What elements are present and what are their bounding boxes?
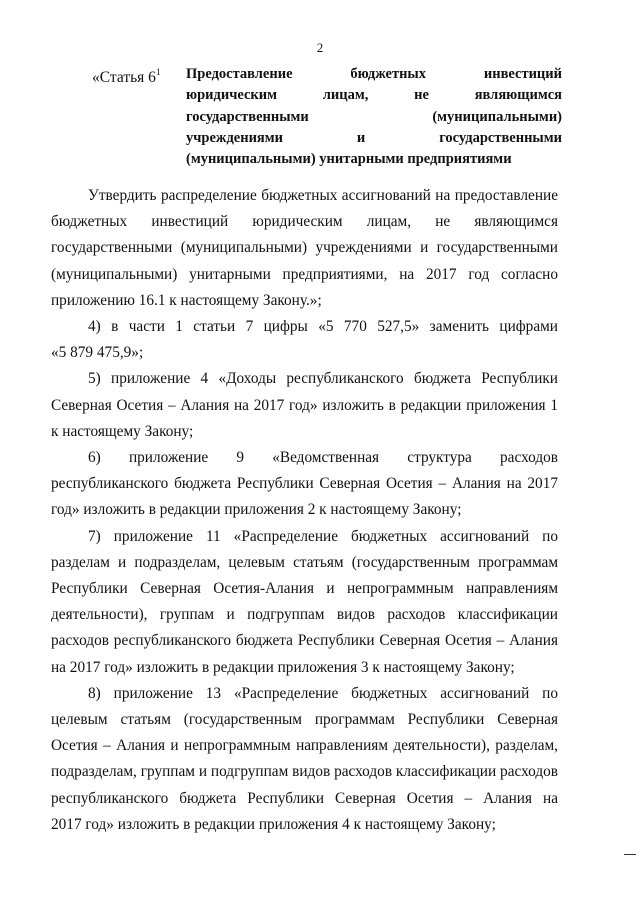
- paragraph-line: 4) в части 1 статьи 7 цифры «5 770 527,5» заменить цифрами: [88, 318, 558, 336]
- paragraph-line: 7) приложение 11 «Распределение бюджетных ассигнований по: [88, 527, 558, 545]
- article-title-line: Предоставление бюджетных инвестиций: [186, 66, 562, 82]
- paragraph-line: Республики Северная Осетия-Алания и непрограммным направлениям: [51, 580, 558, 598]
- paragraph: [51, 445, 558, 524]
- paragraph-line: деятельности), группам и подгруппам видов расходов классификации: [51, 606, 558, 624]
- paragraph: [51, 524, 558, 681]
- paragraph-line: 8) приложение 13 «Распределение бюджетных ассигнований по: [88, 684, 558, 702]
- article-label-superscript: 1: [155, 67, 161, 77]
- paragraph: [51, 314, 558, 366]
- paragraph-line: 2017 год» изложить в редакции приложения 4 к настоящему Закону;: [51, 815, 496, 833]
- article-title-line: учреждениями и государственными: [186, 129, 562, 146]
- paragraph-line: (муниципальными) унитарными предприятиями, на 2017 год согласно: [51, 265, 558, 283]
- paragraph-line: на 2017 год» изложить в редакции приложения 3 к настоящему Закону;: [51, 658, 515, 676]
- margin-mark: [624, 854, 636, 855]
- paragraph-line: год» изложить в редакции приложения 2 к настоящему Закону;: [51, 501, 462, 519]
- paragraph-line: подразделам, группам и подгруппам видов расходов классификации расходов: [51, 763, 558, 781]
- paragraph-line: государственными (муниципальными) учреждениями и государственными: [51, 239, 558, 257]
- paragraph-line: Осетия – Алания и непрограммным направлениям деятельности), разделам,: [51, 737, 558, 755]
- paragraph: [51, 183, 558, 314]
- paragraph-line: разделам и подразделам, целевым статьям (государственным программам: [51, 553, 558, 571]
- paragraph-line: республиканского бюджета Республики Северная Осетия – Алания на: [51, 789, 558, 807]
- paragraph-line: расходов республиканского бюджета Республики Северная Осетия – Алания: [51, 632, 558, 650]
- paragraph-line: целевым статьям (государственным программам Республики Северная: [51, 711, 558, 729]
- paragraph: [51, 681, 558, 838]
- article-label-text: «Статья 6: [92, 69, 156, 86]
- paragraph-line: бюджетных инвестиций юридическим лицам, не являющимся: [51, 213, 558, 231]
- page-number: 2: [316, 40, 324, 55]
- article-title-line: (муниципальными) унитарными предприятиями: [186, 151, 512, 168]
- paragraph-line: республиканского бюджета Республики Северная Осетия – Алания на 2017: [51, 475, 558, 493]
- body-text: [51, 183, 558, 838]
- paragraph-line: 6) приложение 9 «Ведомственная структура расходов: [88, 449, 558, 467]
- article-title-line: государственными (муниципальными): [186, 108, 562, 125]
- paragraph-line: 5) приложение 4 «Доходы республиканского бюджета Республики: [88, 370, 558, 388]
- paragraph-line: приложению 16.1 к настоящему Закону.»;: [51, 291, 322, 309]
- article-title: [186, 64, 562, 170]
- article-label: [92, 67, 160, 87]
- article-title-line: юридическим лицам, не являющимся: [186, 87, 562, 104]
- paragraph-line: Северная Осетия – Алания на 2017 год» изложить в редакции приложения 1: [51, 396, 558, 414]
- paragraph-line: «5 879 475,9»;: [51, 344, 144, 362]
- paragraph-line: Утвердить распределение бюджетных ассигнований на предоставление: [88, 187, 558, 204]
- paragraph: [51, 366, 558, 445]
- paragraph-line: к настоящему Закону;: [51, 422, 194, 440]
